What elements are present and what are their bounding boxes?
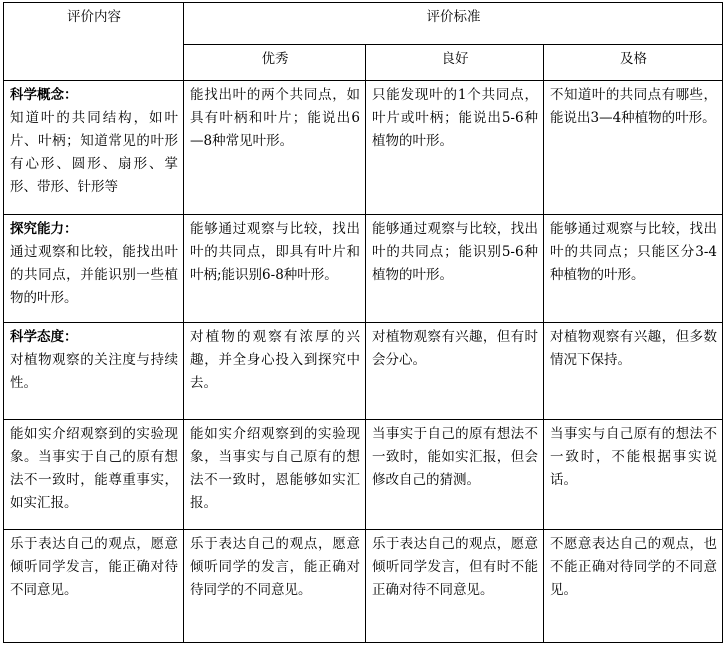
excellent-cell: 对植物的观察有浓厚的兴趣，并全身心投入到探究中去。	[184, 323, 366, 420]
pass-cell: 对植物观察有兴趣，但多数情况下保持。	[544, 323, 723, 420]
category-title: 科学概念：	[10, 87, 78, 103]
good-cell: 能够通过观察与比较，找出叶的共同点；能识别5-6种植物的叶形。	[366, 215, 544, 323]
content-text: 通过观察和比较，能找出叶的共同点，并能识别一些植物的叶形。	[10, 244, 178, 306]
content-text: 知道叶的共同结构，如叶片、叶柄；知道常见的叶形有心形、圆形、扇形、掌形、带形、针形等	[10, 110, 178, 195]
content-text: 对植物观察的关注度与持续性。	[10, 352, 178, 391]
pass-cell: 不愿意表达自己的观点，也不能正确对待同学的不同意见。	[544, 530, 723, 643]
table-row	[4, 420, 723, 530]
header-level-good: 良好	[366, 45, 544, 81]
excellent-cell: 能找出叶的两个共同点，如具有叶柄和叶片；能说出6—8种常见叶形。	[184, 81, 366, 215]
evaluation-rubric-table	[3, 2, 723, 643]
good-cell: 对植物观察有兴趣，但有时会分心。	[366, 323, 544, 420]
table-row	[4, 81, 723, 215]
header-level-pass: 及格	[544, 45, 723, 81]
content-cell	[4, 530, 184, 643]
content-cell	[4, 215, 184, 323]
good-cell: 乐于表达自己的观点，愿意倾听同学发言，但有时不能正确对待不同意见。	[366, 530, 544, 643]
content-text: 乐于表达自己的观点，愿意倾听同学发言，能正确对待不同意见。	[10, 536, 178, 598]
header-criteria-cell: 评价标准	[184, 3, 723, 45]
header-content-cell: 评价内容	[4, 3, 184, 81]
header-level-excellent: 优秀	[184, 45, 366, 81]
pass-cell: 不知道叶的共同点有哪些，能说出3—4种植物的叶形。	[544, 81, 723, 215]
table-row	[4, 215, 723, 323]
category-title: 科学态度：	[10, 329, 78, 345]
content-cell	[4, 81, 184, 215]
table-row	[4, 530, 723, 643]
good-cell: 当事实于自己的原有想法不一致时，能如实汇报，但会修改自己的猜测。	[366, 420, 544, 530]
table-row	[4, 323, 723, 420]
excellent-cell: 能如实介绍观察到的实验现象，当事实与自己原有的想法不一致时，恩能够如实汇报。	[184, 420, 366, 530]
content-cell	[4, 420, 184, 530]
pass-cell: 能够通过观察与比较，找出叶的共同点；只能区分3-4种植物的叶形。	[544, 215, 723, 323]
category-title: 探究能力：	[10, 221, 78, 237]
good-cell: 只能发现叶的1个共同点，叶片或叶柄；能说出5-6种植物的叶形。	[366, 81, 544, 215]
header-row	[4, 3, 723, 45]
excellent-cell: 乐于表达自己的观点，愿意倾听同学的发言，能正确对待同学的不同意见。	[184, 530, 366, 643]
excellent-cell: 能够通过观察与比较，找出叶的共同点，即具有叶片和叶柄;能识别6-8种叶形。	[184, 215, 366, 323]
content-text: 能如实介绍观察到的实验现象。当事实于自己的原有想法不一致时，能尊重事实，如实汇报。	[10, 426, 178, 511]
pass-cell: 当事实与自己原有的想法不一致时，不能根据事实说话。	[544, 420, 723, 530]
content-cell	[4, 323, 184, 420]
